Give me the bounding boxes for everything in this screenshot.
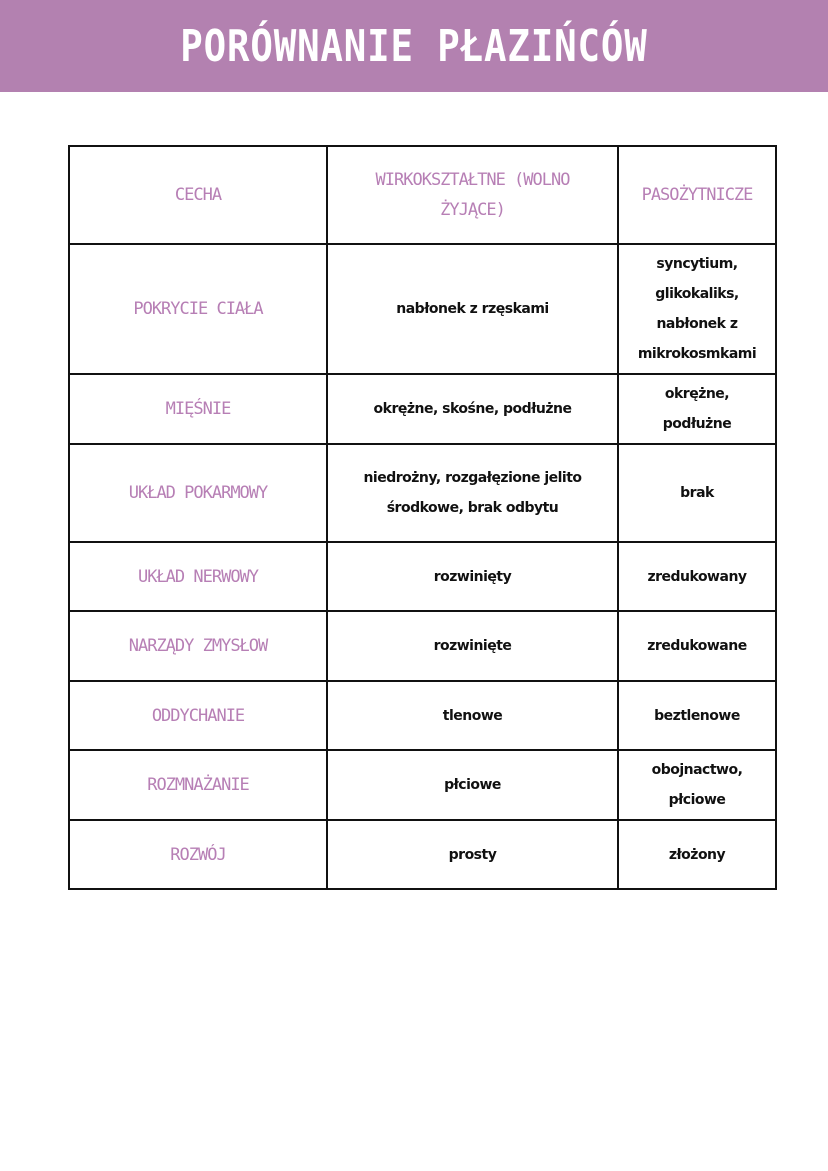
header-cell: WIRKOKSZTAŁTNE (WOLNO ŻYJĄCE) <box>327 146 618 244</box>
table-row <box>69 244 776 374</box>
table-row <box>69 681 776 750</box>
value-cell: brak <box>618 444 776 542</box>
header-cell: CECHA <box>69 146 327 244</box>
feature-cell: MIĘŚNIE <box>69 374 327 444</box>
header-cell: PASOŻYTNICZE <box>618 146 776 244</box>
value-cell: zredukowany <box>618 542 776 611</box>
value-cell: okrężne, skośne, podłużne <box>327 374 618 444</box>
comparison-table <box>68 145 777 890</box>
value-cell: zredukowane <box>618 611 776 681</box>
table-row <box>69 750 776 820</box>
table-row <box>69 820 776 889</box>
table-row <box>69 374 776 444</box>
feature-cell: ROZMNAŻANIE <box>69 750 327 820</box>
feature-cell: ODDYCHANIE <box>69 681 327 750</box>
value-cell: złożony <box>618 820 776 889</box>
value-cell: tlenowe <box>327 681 618 750</box>
value-cell: nabłonek z rzęskami <box>327 244 618 374</box>
value-cell: syncytium, glikokaliks, nabłonek z mikrokosmkami <box>618 244 776 374</box>
feature-cell: UKŁAD POKARMOWY <box>69 444 327 542</box>
value-cell: beztlenowe <box>618 681 776 750</box>
feature-cell: ROZWÓJ <box>69 820 327 889</box>
value-cell: rozwinięty <box>327 542 618 611</box>
table-row <box>69 611 776 681</box>
page-title: PORÓWNANIE PŁAZIŃCÓW <box>180 20 648 72</box>
value-cell: prosty <box>327 820 618 889</box>
value-cell: okrężne, podłużne <box>618 374 776 444</box>
value-cell: niedrożny, rozgałęzione jelito środkowe, brak odbytu <box>327 444 618 542</box>
value-cell: płciowe <box>327 750 618 820</box>
table-row <box>69 542 776 611</box>
feature-cell: POKRYCIE CIAŁA <box>69 244 327 374</box>
value-cell: obojnactwo, płciowe <box>618 750 776 820</box>
feature-cell: NARZĄDY ZMYSŁOW <box>69 611 327 681</box>
value-cell: rozwinięte <box>327 611 618 681</box>
table-header-row <box>69 146 776 244</box>
title-banner <box>0 0 828 92</box>
table-row <box>69 444 776 542</box>
feature-cell: UKŁAD NERWOWY <box>69 542 327 611</box>
